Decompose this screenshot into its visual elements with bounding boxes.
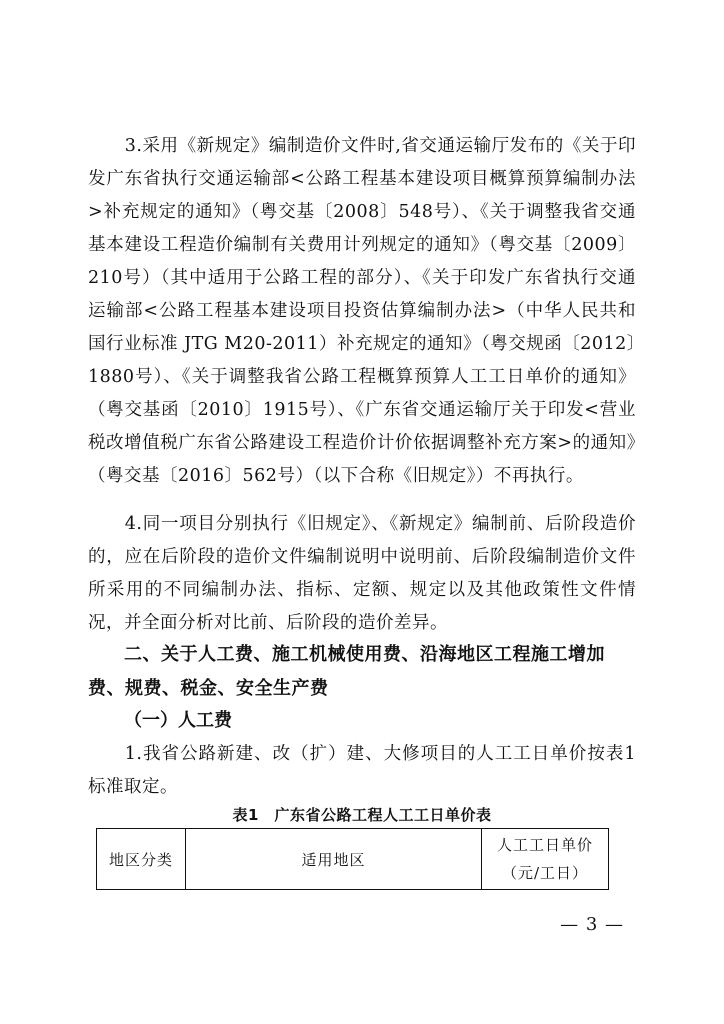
labor-rate-table (96, 828, 609, 890)
page-number: — 3 — (560, 914, 624, 935)
table-caption: 表1 广东省公路工程人工工日单价表 (232, 806, 492, 824)
header-unit-price (482, 829, 609, 890)
table-header-row (97, 829, 609, 890)
subsection-heading-labor: （一）人工费 (124, 710, 232, 731)
paragraph-5: 1.我省公路新建、改（扩）建、大修项目的人工工日单价按表1标准取定。 (88, 744, 636, 797)
header-region-class: 地区分类 (97, 829, 186, 890)
header-unit-price-line2: （元/工日） (501, 864, 589, 882)
paragraph-4: 4.同一项目分别执行《旧规定》、《新规定》编制前、后阶段造价的，应在后阶段的造价文件编制说明中说明前、后阶段编制造价文件所采用的不同编制办法、指标、定额、规定以及其他政策性文件情况，并全面分析对比前、后阶段的造价差异。 (88, 514, 636, 633)
paragraph-3: 3.采用《新规定》编制造价文件时,省交通运输厅发布的《关于印发广东省执行交通运输部<公路工程基本建设项目概算预算编制办法>补充规定的通知》（粤交基〔2008〕548号）、《关于调整我省交通基本建设工程造价编制有关费用计列规定的通知》（粤交基〔2009〕210号）（其中适用于公路工程的部分）、《关于印发广东省执行交通运输部<公路工程基本建设项目投资估算编制办法>（中华人民共和国行业标准 JTG M20-2011）补充规定的通知》（粤交规函〔2012〕1880号）、《关于调整我省公路工程概算预算人工工日单价的通知》（粤交基函〔2010〕1915号）、《广东省交通运输厅关于印发<营业税改增值税广东省公路建设工程造价计价依据调整补充方案>的通知》（粤交基〔2016〕562号）（以下合称《旧规定》）不再执行。 (88, 136, 636, 486)
section-heading-2: 二、关于人工费、施工机械使用费、沿海地区工程施工增加费、规费、税金、安全生产费 (88, 644, 605, 699)
header-unit-price-line1: 人工工日单价 (496, 836, 593, 854)
header-applicable-area: 适用地区 (186, 829, 482, 890)
